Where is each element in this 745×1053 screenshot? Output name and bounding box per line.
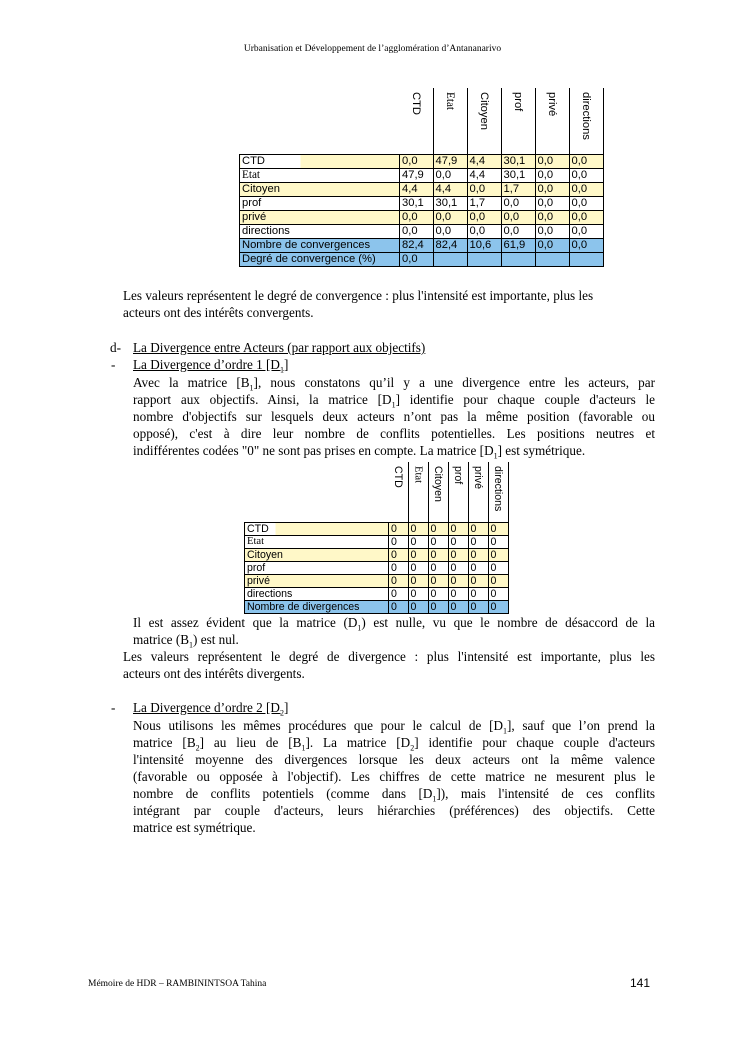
matrix-column-header [467,88,501,155]
matrix-row-label: Citoyen [240,183,400,197]
matrix-row [240,239,604,253]
matrix-cell: 0,0 [433,169,467,183]
matrix-column-header [488,462,508,523]
matrix-cell: 0 [488,575,508,588]
matrix-row-label: Citoyen [245,549,389,562]
bullet-dash: - [111,357,116,372]
matrix-cell: 0 [389,536,409,549]
matrix-row-label: Nombre de divergences [245,601,389,614]
paragraph-null-line-2: matrice $(B_1)$ est nul. [133,632,239,650]
matrix-cell: 47,9 [433,155,467,169]
matrix-cell: 4,4 [400,183,434,197]
matrix-column-header [448,462,468,523]
matrix-cell: 0,0 [501,197,535,211]
matrix-column-label: Etat [444,92,456,111]
matrix-row-label: CTD [240,155,400,169]
matrix-cell: 0 [428,575,448,588]
matrix-header-row [245,462,509,523]
matrix-header-row [240,88,604,155]
matrix-row [245,536,509,549]
matrix-cell: 0 [488,601,508,614]
matrix-cell: 0 [428,588,448,601]
matrix-row [240,253,604,267]
matrix-row-label: Etat [245,536,389,549]
order2-line-2: matrice $[B_2]$ au lieu de $[B_1]$. La matrice $[D_2]$ identifie pour chaque couple d'acteurs [133,735,656,753]
matrix-column-label: prof [452,466,464,485]
matrix-column-header [389,462,409,523]
matrix-cell: 0 [468,523,488,536]
matrix-cell: 0,0 [569,211,603,225]
matrix-cell: 0,0 [569,197,603,211]
matrix-cell: 0 [408,523,428,536]
matrix-cell: 4,4 [467,155,501,169]
matrix-row-label: CTD [245,523,389,536]
matrix-cell [569,253,603,267]
matrix-cell: 0 [468,536,488,549]
matrix-cell: 0,0 [569,183,603,197]
matrix-cell [433,253,467,267]
matrix-row-label: directions [240,225,400,239]
matrix-row [245,549,509,562]
matrix-cell: 0 [389,562,409,575]
matrix-c3-table [239,88,604,267]
matrix-column-header [433,88,467,155]
page-header: Urbanisation et Développement de l’agglomération d’Antananarivo [243,44,502,54]
matrix-cell: 0 [468,601,488,614]
matrix-row-label: Nombre de convergences [240,239,400,253]
matrix-row [240,183,604,197]
matrix-cell: 0,0 [569,225,603,239]
matrix-column-header [428,462,448,523]
matrix-column-label: prof [512,92,524,112]
matrix-row-label: privé [245,575,389,588]
matrix-cell: 4,4 [433,183,467,197]
matrix-column-header [501,88,535,155]
matrix-row-label: Etat [240,169,400,183]
matrix-cell: 0 [488,562,508,575]
matrix-row-label: prof [240,197,400,211]
matrix-row-label: privé [240,211,400,225]
subsection-title-order-1: La Divergence d’ordre 1 $[D_1]$ [133,357,289,375]
matrix-row [240,211,604,225]
matrix-column-header [468,462,488,523]
matrix-cell: 1,7 [467,197,501,211]
order2-line-4: (favorable ou opposée à l'objectif). Les chiffres de cette matrice ne mesurent plus le [133,769,655,784]
matrix-cell: 0,0 [501,211,535,225]
matrix-corner [240,88,400,155]
matrix-cell: 0 [408,536,428,549]
order1-line-2: rapport aux objectifs. Ainsi, la matrice $[D_1]$ identifie pour chaque couple d'acteurs le [133,392,655,410]
matrix-column-header [569,88,603,155]
matrix-cell: 0,0 [433,225,467,239]
order2-line-7: matrice est symétrique. [133,820,256,835]
matrix-cell: 0,0 [535,239,569,253]
matrix-cell: 30,1 [400,197,434,211]
footer-author: Mémoire de HDR – RAMBININTSOA Tahina [88,979,267,989]
matrix-cell: 0,0 [467,225,501,239]
matrix-cell: 0 [428,601,448,614]
paragraph-convergence-line-2: acteurs ont des intérêts convergents. [123,305,314,320]
matrix-cell: 0 [408,575,428,588]
matrix-cell [535,253,569,267]
matrix-cell: 0 [488,588,508,601]
matrix-cell: 0 [448,562,468,575]
section-marker: d- [110,340,121,355]
matrix-row [245,575,509,588]
matrix-cell: 30,1 [501,169,535,183]
matrix-cell: 0,0 [467,183,501,197]
order1-line-3: nombre d'objectifs sur lesquels deux acteurs n’ont pas la même position (favorable ou [133,409,655,424]
matrix-cell: 10,6 [467,239,501,253]
matrix-cell: 0,0 [400,225,434,239]
matrix-row-label: prof [245,562,389,575]
matrix-cell [467,253,501,267]
order1-line-1: Avec la matrice $[B_1]$, nous constatons qu’il y a une divergence entre les acteurs, par [133,375,655,393]
matrix-column-label: Citoyen [432,466,444,502]
section-title-divergence: La Divergence entre Acteurs (par rapport aux objectifs) [133,340,426,355]
matrix-cell: 0,0 [400,155,434,169]
matrix-cell: 0 [468,575,488,588]
matrix-column-label: Etat [412,466,424,484]
matrix-cell: 30,1 [501,155,535,169]
matrix-cell: 0 [408,562,428,575]
order1-line-5: indifférentes codées "0" ne sont pas prises en compte. La matrice $[D_1]$ est symétrique. [133,443,586,461]
matrix-cell: 0,0 [433,211,467,225]
matrix-cell: 0,0 [501,225,535,239]
matrix-cell: 0 [488,523,508,536]
matrix-cell: 0,0 [569,155,603,169]
matrix-cell: 0 [389,549,409,562]
matrix-cell: 0 [488,549,508,562]
matrix-cell: 0 [448,523,468,536]
matrix-row [240,155,604,169]
matrix-cell: 0 [448,536,468,549]
matrix-cell: 82,4 [433,239,467,253]
matrix-cell: 0,0 [535,225,569,239]
matrix-row [245,588,509,601]
matrix-row [245,523,509,536]
bullet-dash-2: - [111,700,116,715]
matrix-cell: 30,1 [433,197,467,211]
matrix-cell: 0 [428,562,448,575]
matrix-row-label: directions [245,588,389,601]
matrix-row [245,562,509,575]
matrix-cell: 0 [448,549,468,562]
matrix-cell: 0 [468,562,488,575]
matrix-cell: 0 [488,536,508,549]
matrix-column-label: directions [580,92,592,140]
paragraph-divergence-line-1: Les valeurs représentent le degré de divergence : plus l'intensité est importante, plus les [123,649,655,664]
matrix-cell: 0 [448,601,468,614]
subsection-title-order-2: La Divergence d’ordre 2 $[D_2]$ [133,700,289,718]
footer-page-number: 141 [630,976,651,990]
matrix-cell: 0 [428,523,448,536]
matrix-cell: 1,7 [501,183,535,197]
matrix-column-label: CTD [392,466,404,488]
paragraph-divergence-line-2: acteurs ont des intérêts divergents. [123,666,305,681]
matrix-column-label: privé [546,92,558,117]
paragraph-null-line-1: Il est assez évident que la matrice $(D_1)$ est nulle, vu que le nombre de désaccord de la [133,615,655,633]
matrix-cell: 0 [389,523,409,536]
matrix-corner [245,462,389,523]
matrix-cell: 0,0 [535,197,569,211]
matrix-cell: 0 [468,588,488,601]
matrix-cell: 0,0 [467,211,501,225]
matrix-cell: 0 [448,588,468,601]
matrix-cell: 0,0 [569,239,603,253]
matrix-row-label: Degré de convergence (%) [240,253,400,267]
matrix-cell: 0,0 [400,211,434,225]
order2-line-3: l'intensité moyenne des divergences lorsque les deux acteurs ont la même valence [133,752,655,767]
matrix-cell: 0,0 [535,183,569,197]
matrix-row [240,197,604,211]
order2-line-6: intégrant par couple d'acteurs, leurs hiérarchies (préférences) des objectifs. Cette [133,803,655,818]
matrix-cell: 0 [408,601,428,614]
matrix-cell: 0 [428,549,448,562]
matrix-cell: 0 [389,601,409,614]
matrix-row [240,169,604,183]
matrix-cell: 82,4 [400,239,434,253]
matrix-column-header [535,88,569,155]
matrix-cell: 0,0 [535,155,569,169]
matrix-cell: 0 [468,549,488,562]
matrix-column-label: privé [472,466,484,489]
matrix-cell: 0,0 [535,169,569,183]
matrix-cell: 0 [428,536,448,549]
matrix-cell: 61,9 [501,239,535,253]
matrix-cell: 47,9 [400,169,434,183]
matrix-cell: 0 [408,549,428,562]
matrix-cell: 0,0 [400,253,434,267]
matrix-cell: 0 [389,575,409,588]
order2-line-5: nombre de conflits potentiels (comme dans $[D_1]$), mais l'intensité de ces conflits [133,786,655,804]
matrix-column-label: directions [492,466,504,512]
matrix-cell: 0,0 [569,169,603,183]
matrix-cell: 0,0 [535,211,569,225]
matrix-column-label: Citoyen [478,92,490,130]
matrix-cell: 0 [408,588,428,601]
matrix-cell: 0 [448,575,468,588]
paragraph-convergence-line-1: Les valeurs représentent le degré de convergence : plus l'intensité est importante, plus les [123,288,594,303]
order2-line-1: Nous utilisons les mêmes procédures que pour le calcul de $[D_1]$, sauf que l’on prend la [133,718,655,736]
matrix-d1-table [244,462,509,614]
matrix-column-label: CTD [410,92,422,115]
matrix-cell: 0 [389,588,409,601]
matrix-column-header [400,88,434,155]
matrix-row [245,601,509,614]
matrix-column-header [408,462,428,523]
matrix-row [240,225,604,239]
matrix-cell: 4,4 [467,169,501,183]
order1-line-4: opposé), c'est à dire leur nombre de conflits potentielles. Les positions neutres et [133,426,655,441]
matrix-cell [501,253,535,267]
